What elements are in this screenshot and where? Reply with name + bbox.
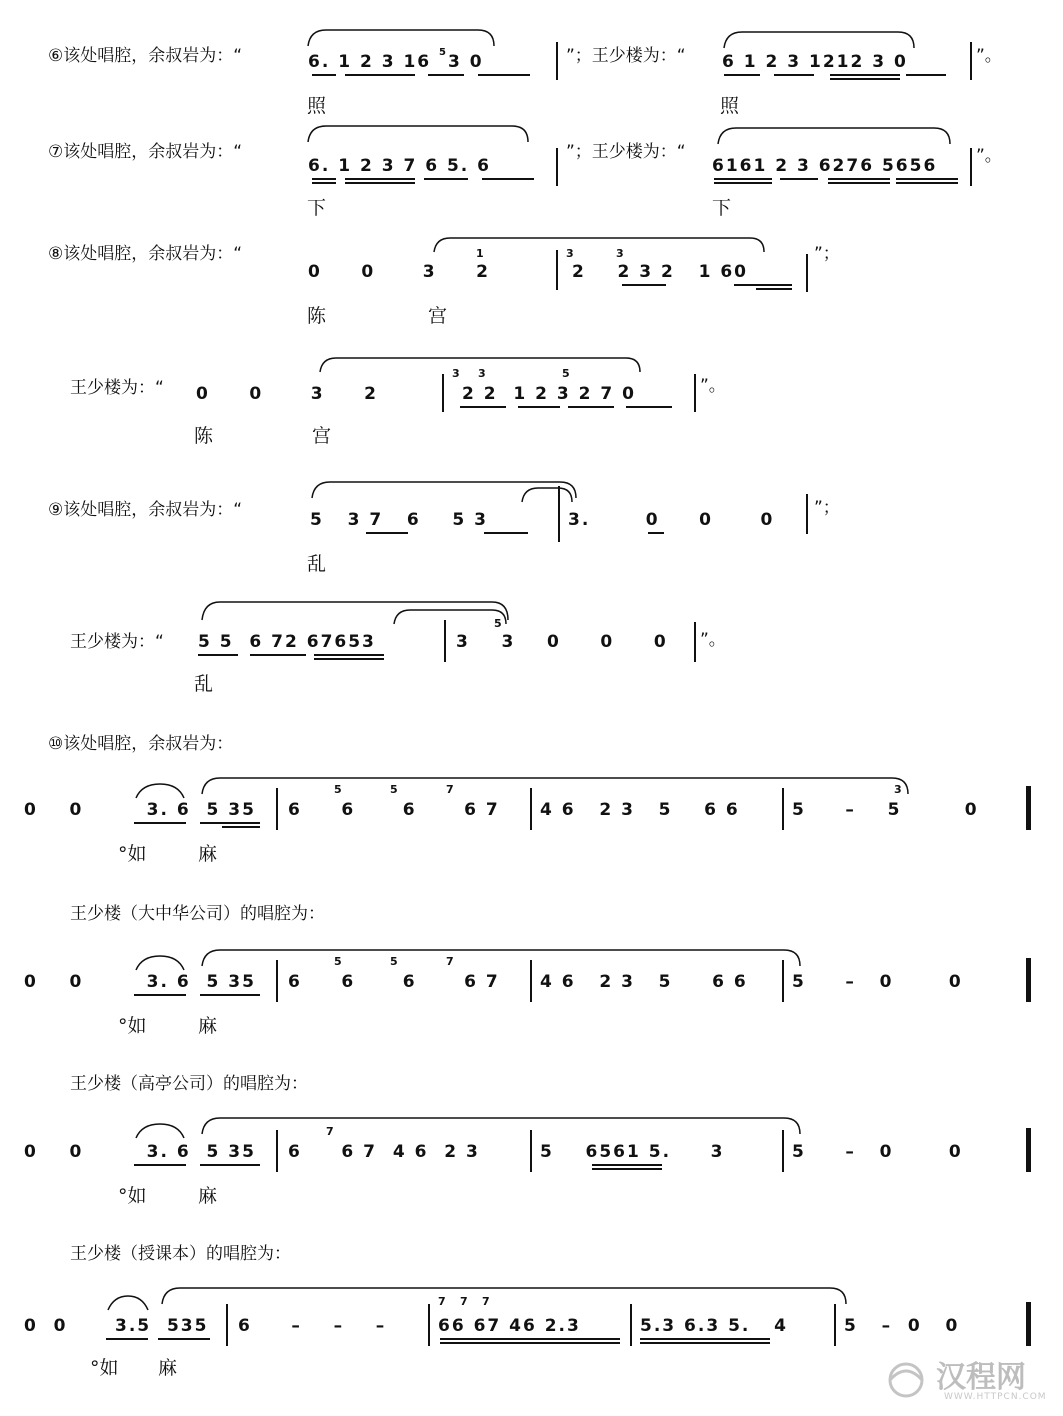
notation-10-v1: 0 0 3. 6 5 35 bbox=[24, 972, 256, 992]
notation-10-v3: 0 0 3.5 535 bbox=[24, 1316, 209, 1336]
lyric-ma-2: 麻 bbox=[198, 1015, 218, 1037]
intro-9-wang: 王少楼为：“ bbox=[70, 632, 164, 652]
notation-7-yu: 6. 1 2 3 7 6 5. 6 bbox=[308, 156, 491, 176]
intro-7-wang: ”；王少楼为：“ bbox=[566, 142, 686, 162]
intro-8-end: ”； bbox=[814, 244, 840, 264]
slur bbox=[306, 26, 496, 48]
watermark-brand: 汉程网 bbox=[936, 1360, 1026, 1395]
intro-9-end: ”； bbox=[814, 498, 840, 518]
intro-8-wang: 王少楼为：“ bbox=[70, 378, 164, 398]
intro-v2: 王少楼（高亭公司）的唱腔为： bbox=[70, 1074, 308, 1094]
watermark-url: WWW.HTTPCN.COM bbox=[944, 1392, 1047, 1402]
lyric-xia-1: 下 bbox=[307, 197, 327, 219]
final-barline bbox=[1026, 786, 1031, 830]
lyric-ma-3: 麻 bbox=[198, 1185, 218, 1207]
notation-8-yu-a: 0 0 3 2 bbox=[308, 262, 491, 282]
watermark-logo-icon bbox=[880, 1358, 932, 1400]
intro-8-wang-end: ”。 bbox=[700, 376, 726, 396]
notation-8-wang-b: 2 2 1 2 3 2 7 0 bbox=[462, 384, 636, 404]
notation-8-wang-a: 0 0 3 2 bbox=[196, 384, 379, 404]
notation-7-wang: 6161 2 3 6276 5656 bbox=[712, 156, 938, 176]
intro-9-wang-end: ”。 bbox=[700, 630, 726, 650]
lyric-ru-1: °如 bbox=[118, 843, 147, 865]
lyric-zhao-2: 照 bbox=[720, 95, 740, 117]
notation-9-yu-a: 5 3 7 6 5 3 bbox=[310, 510, 488, 530]
intro-v1: 王少楼（大中华公司）的唱腔为： bbox=[70, 904, 325, 924]
lyric-gong-2: 宫 bbox=[312, 425, 332, 447]
lyric-ma-4: 麻 bbox=[158, 1357, 178, 1379]
lyric-chen-1: 陈 bbox=[307, 305, 327, 327]
lyric-xia-2: 下 bbox=[712, 197, 732, 219]
intro-7-end: ”。 bbox=[976, 146, 1002, 166]
notation-6-wang: 6 1 2 3 1212 3 0 bbox=[722, 52, 908, 72]
lyric-chen-2: 陈 bbox=[194, 425, 214, 447]
lyric-zhao-1: 照 bbox=[307, 95, 327, 117]
lyric-ru-4: °如 bbox=[90, 1357, 119, 1379]
notation-10-v2: 0 0 3. 6 5 35 bbox=[24, 1142, 256, 1162]
lyric-ma-1: 麻 bbox=[198, 843, 218, 865]
lyric-ru-2: °如 bbox=[118, 1015, 147, 1037]
notation-9-wang-b: 3 3 0 0 0 bbox=[456, 632, 668, 652]
notation-6-yu: 6. 1 2 3 16 $^5$3 0 bbox=[308, 47, 484, 72]
notation-9-yu-b: 3. 0 0 0 bbox=[568, 510, 775, 530]
intro-6-wang: ”；王少楼为：“ bbox=[566, 46, 686, 66]
intro-10-yu: ⑩该处唱腔，余叔岩为： bbox=[48, 734, 234, 754]
lyric-ru-3: °如 bbox=[118, 1185, 147, 1207]
notation-9-wang-a: 5 5 6 72 67653 bbox=[198, 632, 376, 652]
intro-6-end: ”。 bbox=[976, 46, 1002, 66]
intro-v3: 王少楼（授课本）的唱腔为： bbox=[70, 1244, 291, 1264]
intro-9-yu: ⑨该处唱腔，余叔岩为：“ bbox=[48, 500, 243, 520]
notation-8-yu-b: 2 2 3 2 1 60 bbox=[572, 262, 748, 282]
intro-6-yu: ⑥该处唱腔，余叔岩为：“ bbox=[48, 46, 243, 66]
intro-7-yu: ⑦该处唱腔，余叔岩为：“ bbox=[48, 142, 243, 162]
lyric-luan-2: 乱 bbox=[194, 673, 214, 695]
lyric-gong-1: 宫 bbox=[428, 305, 448, 327]
intro-8-yu: ⑧该处唱腔，余叔岩为：“ bbox=[48, 244, 243, 264]
notation-10-yu: 0 0 3. 6 5 35 bbox=[24, 800, 256, 820]
lyric-luan-1: 乱 bbox=[307, 553, 327, 575]
bar-line bbox=[556, 42, 558, 80]
